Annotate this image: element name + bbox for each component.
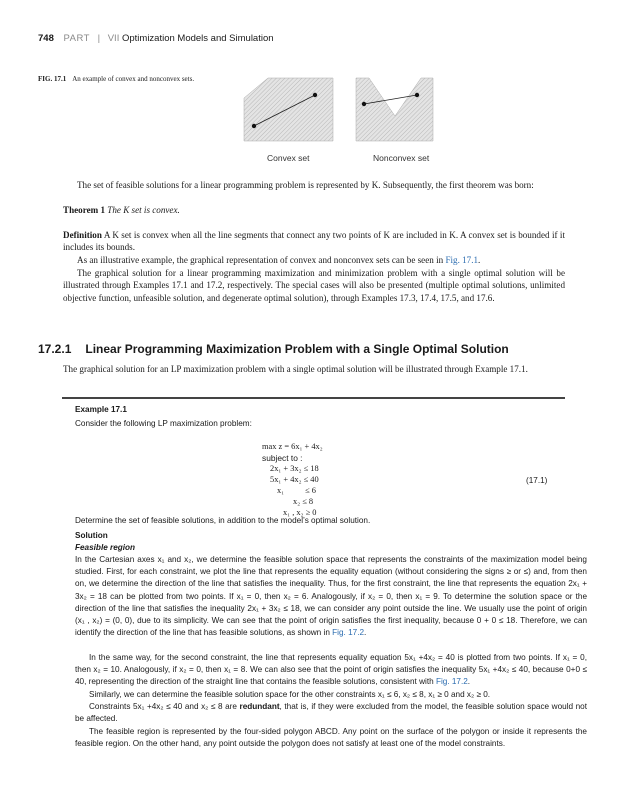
constraint-2: 5x₁ + 4x₂ ≤ 40 xyxy=(270,475,319,484)
part-label: PART xyxy=(63,33,90,44)
solution-heading: Solution xyxy=(75,531,108,540)
definition-label: Definition xyxy=(63,230,102,240)
page-number: 748 xyxy=(38,33,54,44)
section-number: 17.2.1 xyxy=(38,342,72,356)
part-title: Optimization Models and Simulation xyxy=(121,33,274,44)
example-title: Example 17.1 xyxy=(75,405,127,414)
objective-function: max z = 6x₁ + 4x₂ xyxy=(262,442,323,451)
paragraph-text: Constraints 5x₁ +4x₂ ≤ 40 and x₂ ≤ 8 are xyxy=(89,702,237,711)
figure-caption xyxy=(38,75,194,83)
running-header: 748 PART | VII Optimization Models and Simulation xyxy=(38,33,274,44)
section-intro: The graphical solution for an LP maximization problem with a single optimal solution will be illustrated through Example 17.1. xyxy=(63,364,528,374)
part-number: VII xyxy=(107,33,120,44)
theorem-text: The K set is convex. xyxy=(107,205,180,215)
figure-label: FIG. 17.1 xyxy=(38,75,67,83)
solution-paragraph-2: In the same way, for the second constraint, the line that represents equality equation 5x₁ +4x₂ = 40 is plotted from two points. If x₁ = 0, then x₂ = 10. Analogously, if x₂ = 0, then x₁ = 8. We can also see that the point of origin satisfies the inequality 5x₁ +4x₂ ≤ 40, because 0+0 ≤ 40, representing the direction of the straight line that contains the feasible solutions, consistent with Fig. 17.2. xyxy=(75,653,587,687)
paragraph-text: In the same way, for the second constraint, the line that represents equality equation 5x₁ +4x₂ = 40 is plotted from two points. If x₁ = 0, then x₂ = 10. Analogously, if x₂ = 0, then x₁ = 8. We can also see that the point of origin satisfies the inequality 5x₁ +4x₂ ≤ 40, because 0+0 ≤ 40, representing the direction of the straight line that contains the feasible solutions, consistent with xyxy=(75,653,587,687)
definition xyxy=(63,229,565,254)
theorem xyxy=(63,204,565,216)
feasible-region-heading: Feasible region xyxy=(75,543,136,552)
solution-paragraph-5: The feasible region is represented by the four-sided polygon ABCD. Any point on the surface of the polygon or inside it represents the feasible region. On the other hand, any point outside the polygon does not satisfy at least one of the model constraints. xyxy=(75,727,587,749)
constraint-4: x₂ ≤ 8 xyxy=(293,497,314,506)
convex-set-shape xyxy=(244,78,333,141)
figure-caption-text: An example of convex and nonconvex sets. xyxy=(72,75,195,83)
section-heading xyxy=(38,342,509,356)
nonconvex-set-label: Nonconvex set xyxy=(373,153,430,163)
example-divider xyxy=(62,397,565,399)
constraint-3: x₁ ≤ 6 xyxy=(277,486,316,495)
theorem-label: Theorem 1 xyxy=(63,205,106,215)
paragraph-text: As an illustrative example, the graphical representation of convex and nonconvex sets can be seen in xyxy=(77,255,444,265)
equation-number: (17.1) xyxy=(526,476,548,485)
intro-paragraph: The set of feasible solutions for a linear programming problem is represented by K. Subsequently, the first theorem was born: xyxy=(77,180,534,190)
redundant-term: redundant xyxy=(239,702,280,711)
convex-set-label: Convex set xyxy=(267,153,310,163)
nonconvex-set-shape xyxy=(356,78,433,141)
section-title: Linear Programming Maximization Problem with a Single Optimal Solution xyxy=(85,342,509,356)
paragraph-text: , that is, if they were excluded from the model, the feasible solution space would not be affected. xyxy=(75,702,588,724)
graphical-solution-paragraph: The graphical solution for a linear programming maximization and minimization problem with a single optimal solution will be illustrated through Examples 17.1 and 17.2, respectively. The special cases will also be presented (multiple optimal solutions, unlimited objective function, unfeasible solution, and degenerate optimal solution), through Examples 17.3, 17.4, 17.5, and 17.6. xyxy=(63,268,565,303)
non-negativity: x₁ , x₂ ≥ 0 xyxy=(283,508,317,517)
fig-17-2-link-2[interactable]: Fig. 17.2 xyxy=(435,677,468,687)
subject-to: subject to : xyxy=(262,453,303,463)
illustration-paragraph: As an illustrative example, the graphical representation of convex and nonconvex sets can be seen in Fig. 17.1. xyxy=(77,255,481,265)
paragraph-text: In the Cartesian axes x₁ and x₂, we determine the feasible solution space that represents the constraints of the maximization model being studied. First, for each constraint, we plot the line that represents the equality equation (without considering the signs ≥ or ≤) and, from then on, we determine the direction of the line that satisfies the inequality. Thus, for the first constraint, the line that represents the equation 2x₁ + 3x₂ = 18 can be plotted from two points. If x₁ = 0, then x₂ = 6. Analogously, if x₂ = 0, then x₁ = 9. To determine the solution space or the direction of the line that satisfies the inequality 2x₁ + 3x₂ ≤ 18, we can consider any point outside the line. We usually use the point of origin (x₁ , x₂) = (0, 0), due to its simplicity. We can see that the point of origin satisfies the first inequality, because 0 + 0 ≤ 18. Therefore, we can identify the direction of the line that has feasible solutions, as shown in xyxy=(75,555,587,638)
example-task: Determine the set of feasible solutions, in addition to the model’s optimal solution. xyxy=(75,516,371,525)
solution-paragraph-4 xyxy=(75,701,587,725)
example-intro: Consider the following LP maximization problem: xyxy=(75,419,252,428)
fig-17-2-link[interactable]: Fig. 17.2 xyxy=(332,628,365,638)
fig-17-1-link[interactable]: Fig. 17.1 xyxy=(445,255,479,265)
constraint-1: 2x₁ + 3x₂ ≤ 18 xyxy=(270,464,319,473)
solution-paragraph-3: Similarly, we can determine the feasible solution space for the other constraints x₁ ≤ 6, x₂ ≤ 8, x₁ ≥ 0 and x₂ ≥ 0. xyxy=(89,690,491,699)
solution-paragraph-1: In the Cartesian axes x₁ and x₂, we determine the feasible solution space that represents the constraints of the maximization model being studied. First, for each constraint, we plot the line that represents the equality equation (without considering the signs ≥ or ≤) and, from then on, we determine the direction of the line that satisfies the inequality. Thus, for the first constraint, the line that represents the equation 2x₁ + 3x₂ = 18 can be plotted from two points. If x₁ = 0, then x₂ = 6. Analogously, if x₂ = 0, then x₁ = 9. To determine the solution space or the direction of the line that satisfies the inequality 2x₁ + 3x₂ ≤ 18, we can consider any point outside the line. We usually use the point of origin (x₁ , x₂) = (0, 0), due to its simplicity. We can see that the point of origin satisfies the first inequality, because 0 + 0 ≤ 18. Therefore, we can identify the direction of the line that has feasible solutions, as shown in Fig. 17.2. xyxy=(75,555,587,638)
definition-text: A K set is convex when all the line segments that connect any two points of K are included in K. A convex set is bounded if it includes its bounds. xyxy=(63,230,565,253)
convex-nonconvex-figure xyxy=(240,76,450,146)
